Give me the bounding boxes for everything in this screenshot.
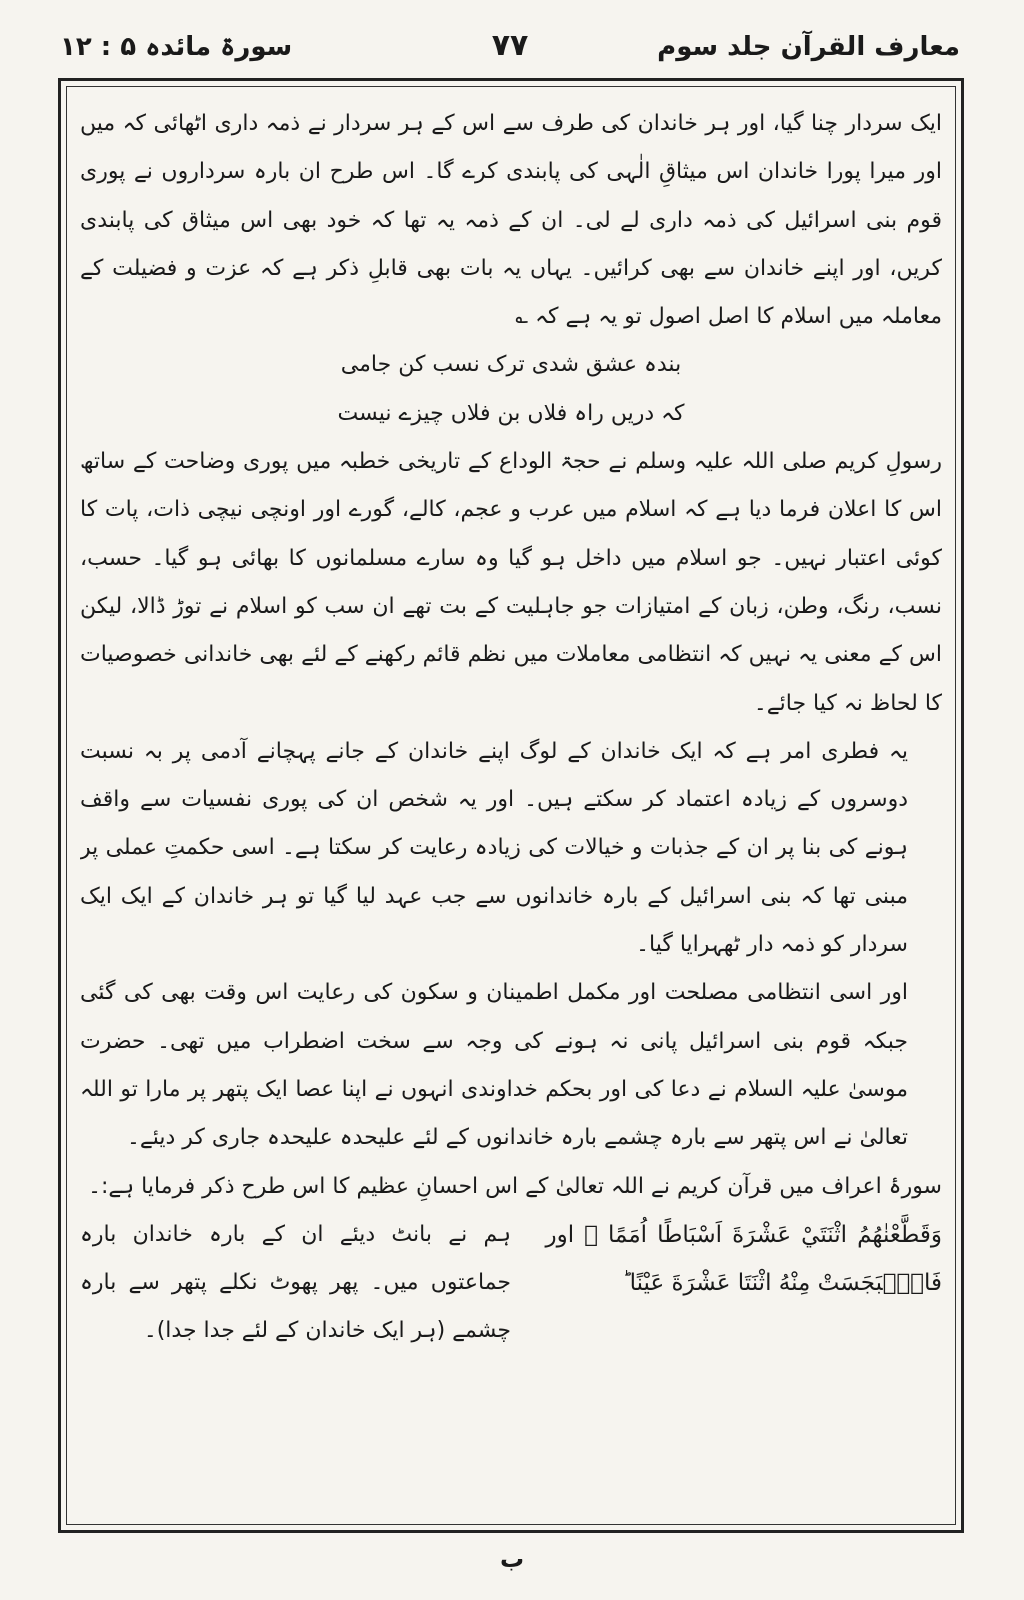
quran-verse-arabic: وَقَطَّعْنٰهُمُ اثْنَتَيْ عَشْرَةَ اَسْبَاطًا اُمَمًا ۔ اور فَانْۢبَجَسَتْ مِنْهُ اثْنَتَا عَشْرَةَ عَيْنًا ؕ: [545, 1221, 942, 1297]
verse-block: [80, 1211, 942, 1356]
book-title: معارف القرآن جلد سوم: [657, 32, 960, 62]
page-number: ۷۷: [491, 28, 529, 63]
paragraph-natural-trust: یہ فطری امر ہے کہ ایک خاندان کے لوگ اپنے خاندان کے جانے پہچانے آدمی پر بہ نسبت دوسروں کے زیادہ اعتماد کر سکتے ہیں۔ اور یہ شخص ان کی پوری نفسیات سے واقف ہونے کی بنا پر ان کے جذبات و خیالات کی زیادہ رعایت کر سکتا ہے۔ اسی حکمتِ عملی پر مبنی تھا کہ بنی اسرائیل کے بارہ خاندانوں سے جب عہد لیا گیا تو ہر خاندان کے ایک ایک سردار کو ذمہ دار ٹھہرایا گیا۔: [80, 738, 908, 958]
paragraph-twelve-springs: اور اسی انتظامی مصلحت اور مکمل اطمینان و سکون کی رعایت اس وقت بھی کی گئی جبکہ قوم بنی اسرائیل پانی نہ ہونے کی وجہ سے سخت اضطراب میں تھی۔ حضرت موسیٰ علیہ السلام نے دعا کی اور بحکم خداوندی انہوں نے اپنا عصا ایک پتھر پر مارا تو اللہ تعالیٰ نے اس پتھر سے بارہ چشمے بارہ خاندانوں کے لئے علیحدہ علیحدہ جاری کر دیئے۔: [80, 980, 908, 1151]
surah-reference: سورۃ مائدہ ۵ : ۱۲: [60, 32, 293, 62]
page-body: [80, 100, 942, 1520]
signature-mark: ب: [499, 1545, 525, 1573]
paragraph-farewell-sermon: رسولِ کریم صلی اللہ علیہ وسلم نے حجۃ الوداع کے تاریخی خطبہ میں پوری وضاحت کے ساتھ اس کا اعلان فرما دیا ہے کہ اسلام میں عرب و عجم، کالے، گورے اور اونچی نیچی ذات، پات کا کوئی اعتبار نہیں۔ جو اسلام میں داخل ہو گیا وہ سارے مسلمانوں کا بھائی ہو گیا۔ حسب، نسب، رنگ، وطن، زبان کے امتیازات جو جاہلیت کے بت تھے ان سب کو اسلام نے توڑ ڈالا، لیکن اس کے معنی یہ نہیں کہ انتظامی معاملات میں نظم قائم رکھنے کے لئے بھی خاندانی خصوصیات کا لحاظ نہ کیا جائے۔: [80, 449, 942, 716]
paragraph-leadership: ایک سردار چنا گیا، اور ہر خاندان کی طرف سے اس کے ہر سردار نے ذمہ داری اٹھائی کہ میں اور میرا پورا خاندان اس میثاقِ الٰہی کی پابندی کرے گا۔ اس طرح ان بارہ سرداروں نے پوری قوم بنی اسرائیل کی ذمہ داری لے لی۔ ان کے ذمہ یہ تھا کہ خود بھی اس میثاق کی پابندی کریں، اور اپنے خاندان سے بھی کرائیں۔ یہاں یہ بات بھی قابلِ ذکر ہے کہ عزت و فضیلت کے معاملہ میں اسلام کا اصل اصول تو یہ ہے کہ ؎: [80, 111, 942, 330]
paragraph-surah-araf: سورۂ اعراف میں قرآن کریم نے اللہ تعالیٰ کے اس احسانِ عظیم کا اس طرح ذکر فرمایا ہے:۔: [88, 1173, 942, 1199]
poem-line-1: بندہ عشق شدی ترک نسب کن جامی: [340, 352, 682, 378]
page-header: [60, 18, 960, 78]
quran-verse-translation: ہم نے بانٹ دیئے ان کے بارہ خاندان بارہ جماعتوں میں۔ پھر پھوٹ نکلے پتھر سے بارہ چشمے (ہر ایک خاندان کے لئے جدا جدا)۔: [80, 1221, 511, 1344]
poem-line-2: کہ دریں راہ فلاں بن فلاں چیزے نیست: [337, 400, 685, 426]
